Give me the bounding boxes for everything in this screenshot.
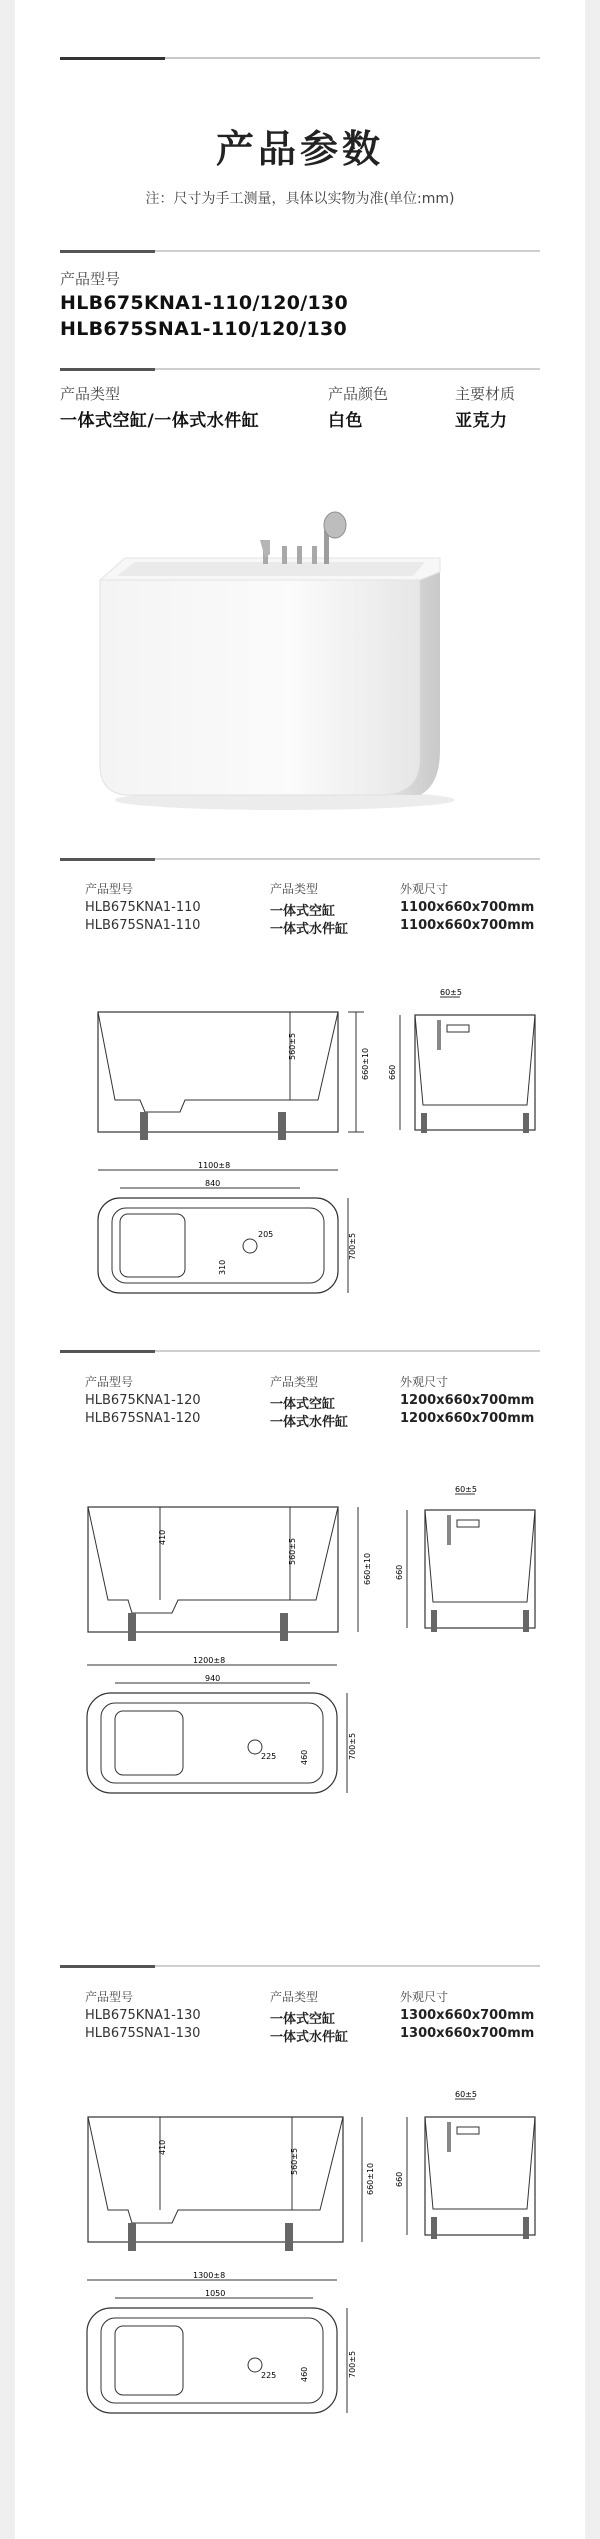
spec-size-header: 外观尺寸 bbox=[400, 1375, 449, 1389]
dim-drain: 205 bbox=[258, 1230, 274, 1239]
spec-model-header: 产品型号 bbox=[85, 882, 134, 896]
spec-model: HLB675SNA1-130 bbox=[85, 2026, 201, 2041]
dim-seat: 410 bbox=[158, 2139, 167, 2155]
dim-rim-width: 60±5 bbox=[440, 988, 462, 997]
spec-type-header: 产品类型 bbox=[270, 882, 319, 896]
section-divider bbox=[60, 250, 540, 252]
material-value: 亚克力 bbox=[455, 411, 508, 431]
spec-size: 1300x660x700mm bbox=[400, 2026, 535, 2041]
dim-height: 660±10 bbox=[363, 1552, 372, 1585]
dim-seat: 410 bbox=[158, 1529, 167, 1545]
dim-rim-width: 60±5 bbox=[455, 1485, 477, 1494]
section-divider bbox=[60, 368, 540, 370]
spec-type-header: 产品类型 bbox=[270, 1990, 319, 2004]
dim-inner-length: 940 bbox=[205, 1674, 221, 1683]
side-view-drawing bbox=[80, 2105, 380, 2265]
dim-width: 700±5 bbox=[348, 1232, 357, 1260]
spec-model: HLB675SNA1-120 bbox=[85, 1411, 201, 1426]
spec-type: 一体式水件缸 bbox=[270, 1415, 349, 1430]
dim-drain: 225 bbox=[261, 2371, 277, 2380]
type-label: 产品类型 bbox=[60, 385, 121, 403]
plan-view-drawing bbox=[80, 1160, 360, 1300]
spec-size: 1100x660x700mm bbox=[400, 900, 535, 915]
type-value: 一体式空缸/一体式水件缸 bbox=[60, 411, 260, 431]
section-divider bbox=[60, 1965, 540, 1967]
end-view-drawing bbox=[385, 985, 545, 1155]
color-label: 产品颜色 bbox=[328, 385, 389, 403]
dim-end-height: 660 bbox=[395, 1564, 404, 1580]
dim-inner-length: 840 bbox=[205, 1179, 221, 1188]
dim-rim-width: 60±5 bbox=[455, 2090, 477, 2099]
bathtub-image bbox=[95, 500, 475, 820]
spec-size-header: 外观尺寸 bbox=[400, 1990, 449, 2004]
dim-inner-depth: 560±5 bbox=[290, 2147, 299, 2175]
spec-model-header: 产品型号 bbox=[85, 1375, 134, 1389]
spec-type: 一体式空缸 bbox=[270, 904, 336, 919]
model-label: 产品型号 bbox=[60, 270, 121, 288]
spec-type: 一体式水件缸 bbox=[270, 922, 349, 937]
spec-size-header: 外观尺寸 bbox=[400, 882, 449, 896]
dim-drain-offset: 310 bbox=[218, 1259, 227, 1275]
top-divider bbox=[60, 57, 540, 59]
section-divider bbox=[60, 1350, 540, 1352]
dim-end-height: 660 bbox=[388, 1064, 397, 1080]
measurement-note: 注：尺寸为手工测量，具体以实物为准(单位:mm) bbox=[145, 191, 455, 207]
dim-inner-depth: 560±5 bbox=[288, 1032, 297, 1060]
dim-inner-length: 1050 bbox=[205, 2289, 226, 2298]
dim-height: 660±10 bbox=[361, 1047, 370, 1080]
spec-size: 1300x660x700mm bbox=[400, 2008, 535, 2023]
dim-length: 1300±8 bbox=[193, 2271, 226, 2280]
dim-drain: 225 bbox=[261, 1752, 277, 1761]
section-divider bbox=[60, 858, 540, 860]
spec-model: HLB675KNA1-110 bbox=[85, 900, 201, 915]
spec-model: HLB675KNA1-120 bbox=[85, 1393, 201, 1408]
dim-drain-offset: 460 bbox=[300, 1749, 309, 1765]
end-view-drawing bbox=[385, 1480, 545, 1655]
spec-type: 一体式空缸 bbox=[270, 2012, 336, 2027]
spec-size: 1200x660x700mm bbox=[400, 1393, 535, 1408]
spec-model: HLB675SNA1-110 bbox=[85, 918, 201, 933]
page-title: 产品参数 bbox=[215, 127, 384, 171]
dim-height: 660±10 bbox=[366, 2162, 375, 2195]
spec-model-header: 产品型号 bbox=[85, 1990, 134, 2004]
color-value: 白色 bbox=[328, 411, 363, 431]
product-params-page bbox=[15, 0, 585, 2539]
dim-length: 1100±8 bbox=[198, 1161, 231, 1170]
dim-inner-depth: 560±5 bbox=[288, 1537, 297, 1565]
end-view-drawing bbox=[385, 2085, 545, 2265]
spec-size: 1100x660x700mm bbox=[400, 918, 535, 933]
spec-size: 1200x660x700mm bbox=[400, 1411, 535, 1426]
dim-width: 700±5 bbox=[348, 1732, 357, 1760]
dim-end-height: 660 bbox=[395, 2171, 404, 2187]
spec-model: HLB675KNA1-130 bbox=[85, 2008, 201, 2023]
dim-drain-offset: 460 bbox=[300, 2366, 309, 2382]
plan-view-drawing bbox=[75, 1655, 365, 1800]
model-line-1: HLB675KNA1-110/120/130 bbox=[60, 292, 349, 314]
spec-type: 一体式水件缸 bbox=[270, 2030, 349, 2045]
dim-width: 700±5 bbox=[348, 2350, 357, 2378]
model-line-2: HLB675SNA1-110/120/130 bbox=[60, 318, 348, 340]
material-label: 主要材质 bbox=[455, 385, 516, 403]
spec-type: 一体式空缸 bbox=[270, 1397, 336, 1412]
plan-view-drawing bbox=[75, 2270, 365, 2420]
dim-length: 1200±8 bbox=[193, 1656, 226, 1665]
spec-type-header: 产品类型 bbox=[270, 1375, 319, 1389]
side-view-drawing bbox=[80, 1495, 380, 1655]
side-view-drawing bbox=[80, 1000, 380, 1155]
